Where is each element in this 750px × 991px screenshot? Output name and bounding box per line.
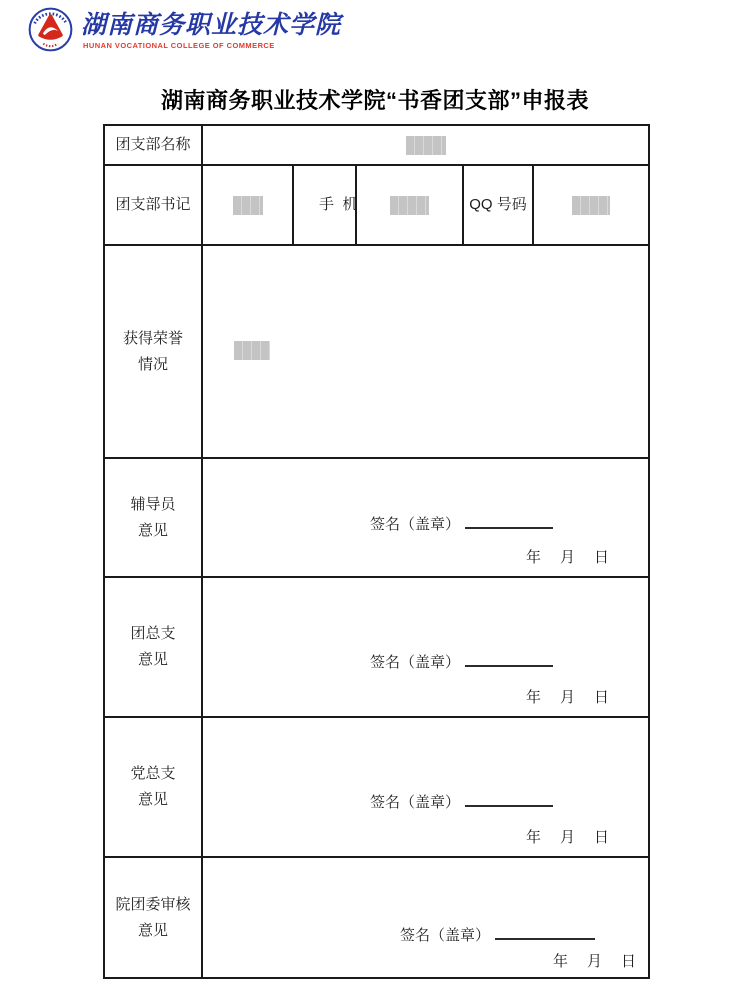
field-mobile[interactable] <box>356 165 463 245</box>
party-general-label-line2: 意见 <box>137 791 168 808</box>
counselor-label-line1: 辅导员 <box>130 495 176 513</box>
field-party-general-opinion[interactable] <box>202 717 649 857</box>
college-logo <box>28 7 341 52</box>
qq-label <box>463 165 533 245</box>
redacted-mobile <box>390 196 429 215</box>
page-title: 湖南商务职业技术学院“书香团支部”申报表 <box>160 88 589 113</box>
committee-label-line1: 院团委审核 <box>115 895 191 913</box>
signature-line <box>465 795 553 807</box>
branch-name-label-text: 团支部名称 <box>115 136 191 153</box>
committee-signature-row <box>400 924 648 945</box>
row-party-general-opinion <box>104 717 649 857</box>
counselor-opinion-label <box>104 458 202 577</box>
row-league-general-opinion <box>104 577 649 717</box>
counselor-date-row: 年 月 日 <box>526 549 612 566</box>
honors-label <box>104 245 202 458</box>
field-honors[interactable] <box>202 245 649 458</box>
party-general-date-row: 年 月 日 <box>526 829 612 846</box>
row-branch-name <box>104 125 649 165</box>
party-general-label-line1: 党总支 <box>130 765 176 782</box>
honors-label-line1: 获得荣誉 <box>122 329 183 347</box>
field-secretary-name[interactable] <box>202 165 293 245</box>
redacted-qq <box>572 196 610 215</box>
row-secretary <box>104 165 649 245</box>
secretary-label-text: 团支部书记 <box>115 196 191 213</box>
field-branch-name[interactable] <box>202 125 649 165</box>
party-general-signature-row <box>370 791 648 812</box>
qq-label-text: QQ 号码 <box>469 196 527 213</box>
honors-label-line2: 情况 <box>137 355 168 373</box>
row-honors <box>104 245 649 458</box>
college-emblem-icon <box>28 7 73 52</box>
signature-line <box>465 517 553 529</box>
college-logo-text <box>81 7 341 50</box>
college-name-en: HUNAN VOCATIONAL COLLEGE OF COMMERCE <box>83 41 275 51</box>
signature-line <box>465 655 553 667</box>
mobile-label-text: 手 机 <box>319 196 358 213</box>
field-counselor-opinion[interactable] <box>202 458 649 577</box>
league-general-label-line1: 团总支 <box>130 625 176 642</box>
redacted-secretary-name <box>233 196 263 215</box>
counselor-signature-row <box>370 513 648 534</box>
signature-label: 签名（盖章） <box>370 794 461 811</box>
signature-line <box>495 928 595 940</box>
league-general-opinion-label <box>104 577 202 717</box>
redacted-honors <box>234 341 270 360</box>
counselor-label-line2: 意见 <box>137 521 168 539</box>
redacted-branch-name <box>406 136 446 155</box>
committee-date-row: 年 月 日 <box>553 953 639 970</box>
party-general-opinion-label <box>104 717 202 857</box>
league-general-date-row: 年 月 日 <box>526 689 612 706</box>
row-counselor-opinion <box>104 458 649 577</box>
committee-review-label <box>104 857 202 978</box>
signature-label: 签名（盖章） <box>400 927 491 944</box>
field-committee-review[interactable] <box>202 857 649 978</box>
league-general-signature-row <box>370 651 648 672</box>
college-name-zh: 湖南商务职业技术学院 <box>81 10 342 39</box>
field-qq[interactable] <box>533 165 649 245</box>
application-form-table <box>103 124 650 979</box>
league-general-label-line2: 意见 <box>137 651 168 668</box>
row-committee-review <box>104 857 649 978</box>
field-league-general-opinion[interactable] <box>202 577 649 717</box>
signature-label: 签名（盖章） <box>370 654 461 671</box>
secretary-label <box>104 165 202 245</box>
branch-name-label <box>104 125 202 165</box>
signature-label: 签名（盖章） <box>370 516 461 533</box>
mobile-label <box>293 165 356 245</box>
committee-label-line2: 意见 <box>137 921 168 939</box>
